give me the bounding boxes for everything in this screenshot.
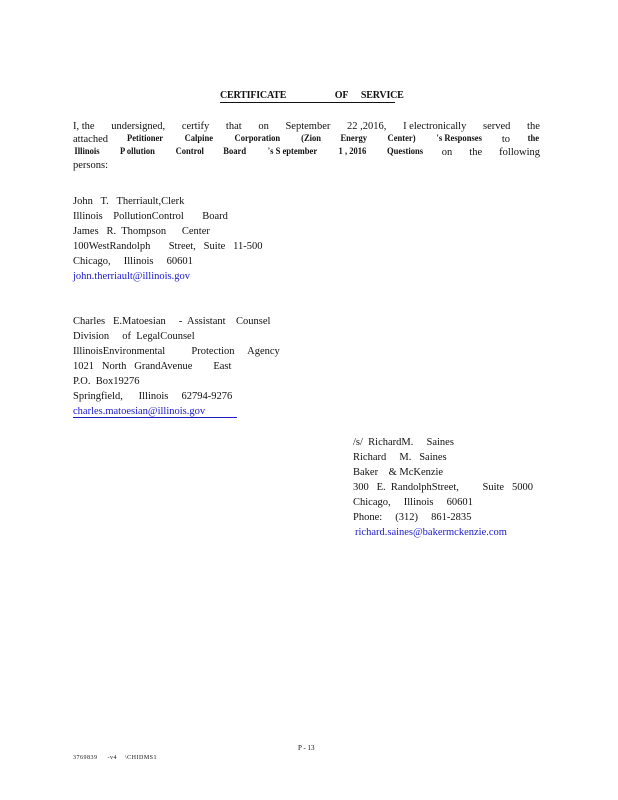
recipient-building: James R. Thompson Center	[73, 226, 210, 237]
intro-word: to	[501, 134, 511, 145]
recipient-name: Charles E.Matoesian - Assistant Counsel	[73, 316, 271, 327]
signer-phone: Phone: (312) 861-2835	[353, 512, 472, 523]
intro-word: Board	[223, 147, 247, 157]
intro-word: on	[258, 121, 269, 132]
title-word: OF	[334, 90, 349, 101]
intro-word: Calpine	[184, 134, 213, 144]
title-word: CERTIFICATE	[220, 90, 287, 101]
signer-city: Chicago, Illinois 60601	[353, 497, 473, 508]
intro-word: Energy	[340, 134, 368, 144]
intro-word: Petitioner	[127, 134, 164, 144]
intro-word: the	[469, 147, 483, 158]
intro-word: served	[482, 121, 511, 132]
intro-word: certify	[181, 121, 210, 132]
intro-word: P ollution	[119, 147, 155, 157]
intro-word: 1 , 2016	[338, 147, 367, 157]
intro-paragraph	[73, 120, 540, 172]
intro-word: 's Responses	[436, 134, 483, 144]
recipient-city: Springfield, Illinois 62794-9276	[73, 391, 233, 402]
intro-line	[73, 146, 540, 159]
recipient-agency: IllinoisEnvironmental Protection Agency	[73, 346, 280, 357]
intro-word: that	[225, 121, 242, 132]
intro-word: I electronically	[403, 121, 467, 132]
recipient-iepa	[73, 314, 280, 419]
signer-email-link[interactable]: richard.saines@bakermckenzie.com	[355, 527, 507, 538]
recipient-street: 100WestRandolph Street, Suite 11-500	[73, 241, 263, 252]
recipient-po-box: P.O. Box19276	[73, 376, 140, 387]
recipient-email-link[interactable]: charles.matoesian@illinois.gov	[73, 406, 237, 418]
intro-word: the	[527, 121, 540, 132]
title-word: SERVICE	[360, 90, 404, 101]
intro-line	[73, 133, 540, 146]
intro-word: Control	[175, 147, 204, 157]
signer-street: 300 E. RandolphStreet, Suite 5000	[353, 482, 533, 493]
intro-word: undersigned,	[111, 121, 166, 132]
page-number: P - 13	[298, 744, 315, 752]
intro-word: Center)	[387, 134, 416, 144]
intro-word: on	[441, 147, 453, 158]
recipient-email-link[interactable]: john.therriault@illinois.gov	[73, 271, 190, 282]
recipient-division: Division of LegalCounsel	[73, 331, 195, 342]
intro-word: Corporation	[234, 134, 280, 144]
intro-word: 22 ,2016,	[347, 121, 387, 132]
document-id: 3769839 -v4 \CHIDMS1	[73, 755, 158, 761]
intro-word: I, the	[73, 121, 95, 132]
recipient-org: Illinois PollutionControl Board	[73, 211, 228, 222]
intro-word: Illinois	[74, 147, 100, 157]
signer-name: Richard M. Saines	[353, 452, 447, 463]
intro-word: 's S eptember	[267, 147, 317, 157]
intro-line	[73, 120, 540, 133]
intro-word: Questions	[386, 147, 423, 157]
intro-word: attached	[73, 134, 108, 145]
signature-line: /s/ RichardM. Saines	[353, 437, 454, 448]
intro-word: persons:	[73, 160, 108, 171]
intro-word: (Zion	[300, 134, 321, 144]
signature-block	[353, 435, 533, 540]
intro-line	[73, 159, 540, 172]
recipient-name: John T. Therriault,Clerk	[73, 196, 185, 207]
certificate-title	[220, 90, 404, 103]
intro-word: the	[527, 134, 540, 144]
signer-firm: Baker & McKenzie	[353, 467, 444, 478]
recipient-clerk	[73, 194, 263, 284]
intro-word: following	[499, 147, 540, 158]
recipient-street: 1021 North GrandAvenue East	[73, 361, 232, 372]
recipient-city: Chicago, Illinois 60601	[73, 256, 193, 267]
intro-word: September	[285, 121, 331, 132]
